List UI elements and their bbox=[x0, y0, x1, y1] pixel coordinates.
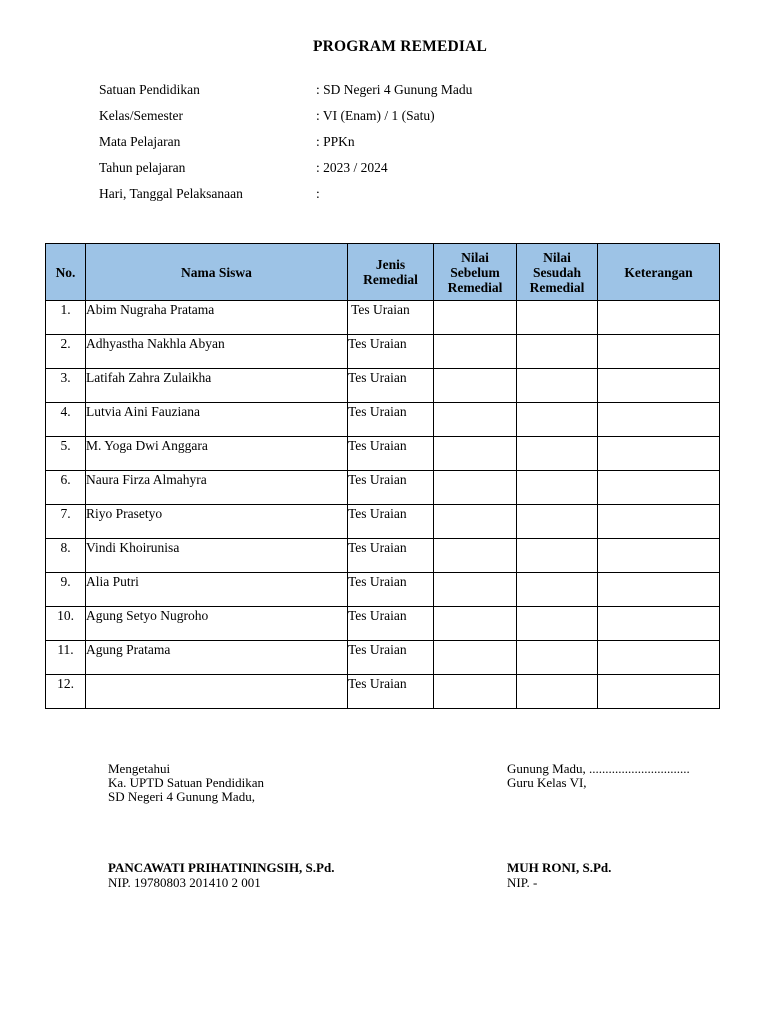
cell-no-text: 3. bbox=[60, 370, 71, 385]
cell-nilai-sesudah bbox=[517, 641, 598, 675]
identity-block bbox=[99, 80, 659, 210]
table-row bbox=[46, 641, 720, 675]
sign-right-line1: Gunung Madu, ............................... bbox=[507, 761, 690, 776]
cell-jenis bbox=[348, 641, 434, 675]
cell-no bbox=[46, 607, 86, 641]
info-value: : 2023 / 2024 bbox=[316, 160, 388, 175]
sign-left-line2: Ka. UPTD Satuan Pendidikan bbox=[108, 775, 264, 790]
sign-left-line1: Mengetahui bbox=[108, 761, 171, 776]
cell-nilai-sesudah bbox=[517, 471, 598, 505]
cell-jenis bbox=[348, 539, 434, 573]
cell-no bbox=[46, 505, 86, 539]
cell-nilai-sesudah bbox=[517, 675, 598, 709]
info-label: Hari, Tanggal Pelaksanaan bbox=[99, 186, 243, 201]
cell-keterangan bbox=[598, 675, 720, 709]
cell-name bbox=[86, 471, 348, 505]
info-row-tanggal bbox=[99, 184, 659, 210]
table-row bbox=[46, 539, 720, 573]
header-sebelum-line2: Sebelum bbox=[450, 264, 500, 280]
cell-name bbox=[86, 505, 348, 539]
header-sesudah-line3: Remedial bbox=[529, 279, 585, 295]
cell-jenis-text: Tes Uraian bbox=[348, 506, 407, 521]
cell-keterangan bbox=[598, 505, 720, 539]
info-value: : VI (Enam) / 1 (Satu) bbox=[316, 108, 435, 123]
cell-jenis bbox=[348, 471, 434, 505]
cell-no-text: 2. bbox=[60, 336, 71, 351]
cell-no-text: 12. bbox=[57, 676, 74, 691]
cell-name-text: M. Yoga Dwi Anggara bbox=[86, 438, 208, 453]
cell-no-text: 10. bbox=[57, 608, 74, 623]
sign-left-line3: SD Negeri 4 Gunung Madu, bbox=[108, 789, 255, 804]
cell-jenis bbox=[348, 301, 434, 335]
cell-keterangan bbox=[598, 369, 720, 403]
cell-nilai-sebelum bbox=[434, 335, 517, 369]
sign-right-line2: Guru Kelas VI, bbox=[507, 775, 587, 790]
cell-name-text: Abim Nugraha Pratama bbox=[86, 302, 215, 317]
cell-name bbox=[86, 539, 348, 573]
table-row bbox=[46, 675, 720, 709]
cell-nilai-sesudah bbox=[517, 573, 598, 607]
cell-name bbox=[86, 335, 348, 369]
cell-keterangan bbox=[598, 641, 720, 675]
info-row-mapel bbox=[99, 132, 659, 158]
cell-keterangan bbox=[598, 539, 720, 573]
cell-no-text: 8. bbox=[60, 540, 71, 555]
cell-nilai-sebelum bbox=[434, 403, 517, 437]
cell-no-text: 11. bbox=[57, 642, 74, 657]
cell-nilai-sebelum bbox=[434, 607, 517, 641]
cell-jenis bbox=[348, 675, 434, 709]
cell-name-text: Riyo Prasetyo bbox=[86, 506, 163, 521]
cell-no bbox=[46, 675, 86, 709]
cell-no bbox=[46, 573, 86, 607]
table-row bbox=[46, 573, 720, 607]
cell-jenis bbox=[348, 335, 434, 369]
info-value: : PPKn bbox=[316, 134, 355, 149]
document-title: PROGRAM REMEDIAL bbox=[312, 38, 488, 55]
header-nilai-sesudah bbox=[517, 244, 598, 301]
cell-name-text: Adhyastha Nakhla Abyan bbox=[86, 336, 225, 351]
cell-jenis bbox=[348, 505, 434, 539]
cell-no bbox=[46, 335, 86, 369]
cell-nilai-sebelum bbox=[434, 369, 517, 403]
cell-name bbox=[86, 403, 348, 437]
cell-nilai-sesudah bbox=[517, 505, 598, 539]
cell-name bbox=[86, 641, 348, 675]
cell-jenis-text: Tes Uraian bbox=[348, 438, 407, 453]
header-jenis-line1: Jenis bbox=[375, 257, 406, 272]
table-row bbox=[46, 471, 720, 505]
cell-name bbox=[86, 675, 348, 709]
cell-name-text: Latifah Zahra Zulaikha bbox=[86, 370, 212, 385]
header-sebelum-line1: Nilai bbox=[461, 249, 489, 265]
cell-jenis-text: Tes Uraian bbox=[348, 574, 407, 589]
cell-nilai-sesudah bbox=[517, 403, 598, 437]
signer-left-nip: NIP. 19780803 201410 2 001 bbox=[108, 875, 261, 890]
cell-nilai-sesudah bbox=[517, 437, 598, 471]
table-row bbox=[46, 301, 720, 335]
cell-name-text: Agung Pratama bbox=[86, 642, 171, 657]
header-keterangan: Keterangan bbox=[598, 244, 720, 301]
cell-name-text: Lutvia Aini Fauziana bbox=[86, 404, 200, 419]
table-row bbox=[46, 335, 720, 369]
cell-jenis bbox=[348, 573, 434, 607]
info-label: Satuan Pendidikan bbox=[99, 82, 200, 97]
cell-jenis-text: Tes Uraian bbox=[348, 540, 407, 555]
cell-name bbox=[86, 573, 348, 607]
cell-name-text: Agung Setyo Nugroho bbox=[86, 608, 209, 623]
signer-left-name: PANCAWATI PRIHATININGSIH, S.Pd. bbox=[108, 860, 335, 875]
cell-no-text: 1. bbox=[60, 302, 71, 317]
signer-right-nip: NIP. - bbox=[507, 875, 538, 890]
header-name: Nama Siswa bbox=[86, 244, 348, 301]
cell-no-text: 5. bbox=[60, 438, 71, 453]
cell-jenis-text: Tes Uraian bbox=[348, 472, 407, 487]
cell-name-text: Naura Firza Almahyra bbox=[86, 472, 207, 487]
info-row-tahun bbox=[99, 158, 659, 184]
cell-name bbox=[86, 437, 348, 471]
cell-nilai-sesudah bbox=[517, 539, 598, 573]
table-row bbox=[46, 403, 720, 437]
cell-jenis-text: Tes Uraian bbox=[348, 676, 407, 691]
cell-no bbox=[46, 437, 86, 471]
cell-nilai-sesudah bbox=[517, 301, 598, 335]
cell-name bbox=[86, 369, 348, 403]
header-jenis-line2: Remedial bbox=[363, 272, 418, 287]
signer-right-name: MUH RONI, S.Pd. bbox=[507, 860, 612, 875]
cell-keterangan bbox=[598, 335, 720, 369]
cell-no bbox=[46, 369, 86, 403]
cell-keterangan bbox=[598, 437, 720, 471]
cell-jenis bbox=[348, 437, 434, 471]
header-sesudah-line1: Nilai bbox=[543, 249, 571, 265]
info-row-satuan bbox=[99, 80, 659, 106]
cell-jenis bbox=[348, 369, 434, 403]
header-sebelum-line3: Remedial bbox=[447, 279, 503, 295]
cell-nilai-sebelum bbox=[434, 573, 517, 607]
header-nilai-sebelum bbox=[434, 244, 517, 301]
cell-no-text: 7. bbox=[60, 506, 71, 521]
cell-jenis-text: Tes Uraian bbox=[348, 404, 407, 419]
table-row bbox=[46, 505, 720, 539]
table-header-row bbox=[46, 244, 720, 301]
cell-no-text: 4. bbox=[60, 404, 71, 419]
cell-nilai-sebelum bbox=[434, 539, 517, 573]
cell-no-text: 9. bbox=[60, 574, 71, 589]
signature-right-block bbox=[507, 762, 747, 790]
cell-jenis-text: Tes Uraian bbox=[348, 608, 407, 623]
cell-keterangan bbox=[598, 471, 720, 505]
info-label: Kelas/Semester bbox=[99, 108, 183, 123]
cell-keterangan bbox=[598, 301, 720, 335]
cell-nilai-sebelum bbox=[434, 641, 517, 675]
info-row-kelas bbox=[99, 106, 659, 132]
cell-no bbox=[46, 641, 86, 675]
info-label: Mata Pelajaran bbox=[99, 134, 181, 149]
table-row bbox=[46, 437, 720, 471]
cell-nilai-sesudah bbox=[517, 369, 598, 403]
info-value: : bbox=[316, 186, 320, 201]
cell-nilai-sebelum bbox=[434, 471, 517, 505]
cell-name-text: Vindi Khoirunisa bbox=[86, 540, 180, 555]
cell-no bbox=[46, 403, 86, 437]
info-value: : SD Negeri 4 Gunung Madu bbox=[316, 82, 473, 97]
cell-nilai-sesudah bbox=[517, 335, 598, 369]
cell-nilai-sebelum bbox=[434, 675, 517, 709]
cell-name-text bbox=[86, 675, 347, 676]
cell-jenis-text: Tes Uraian bbox=[348, 302, 410, 317]
cell-name bbox=[86, 607, 348, 641]
cell-keterangan bbox=[598, 607, 720, 641]
cell-keterangan bbox=[598, 573, 720, 607]
cell-nilai-sebelum bbox=[434, 437, 517, 471]
cell-nilai-sebelum bbox=[434, 505, 517, 539]
cell-jenis bbox=[348, 607, 434, 641]
table-row bbox=[46, 369, 720, 403]
signature-left-block bbox=[108, 762, 428, 804]
remedial-table bbox=[45, 243, 720, 709]
header-jenis bbox=[348, 244, 434, 301]
cell-nilai-sesudah bbox=[517, 607, 598, 641]
cell-no bbox=[46, 539, 86, 573]
cell-name bbox=[86, 301, 348, 335]
cell-jenis-text: Tes Uraian bbox=[348, 336, 407, 351]
cell-jenis-text: Tes Uraian bbox=[348, 370, 407, 385]
cell-keterangan bbox=[598, 403, 720, 437]
cell-jenis bbox=[348, 403, 434, 437]
table-row bbox=[46, 607, 720, 641]
cell-no bbox=[46, 471, 86, 505]
cell-name-text: Alia Putri bbox=[86, 574, 139, 589]
info-label: Tahun pelajaran bbox=[99, 160, 186, 175]
cell-no-text: 6. bbox=[60, 472, 71, 487]
cell-jenis-text: Tes Uraian bbox=[348, 642, 407, 657]
header-sesudah-line2: Sesudah bbox=[532, 264, 582, 280]
header-no: No. bbox=[46, 244, 86, 301]
cell-no bbox=[46, 301, 86, 335]
cell-nilai-sebelum bbox=[434, 301, 517, 335]
